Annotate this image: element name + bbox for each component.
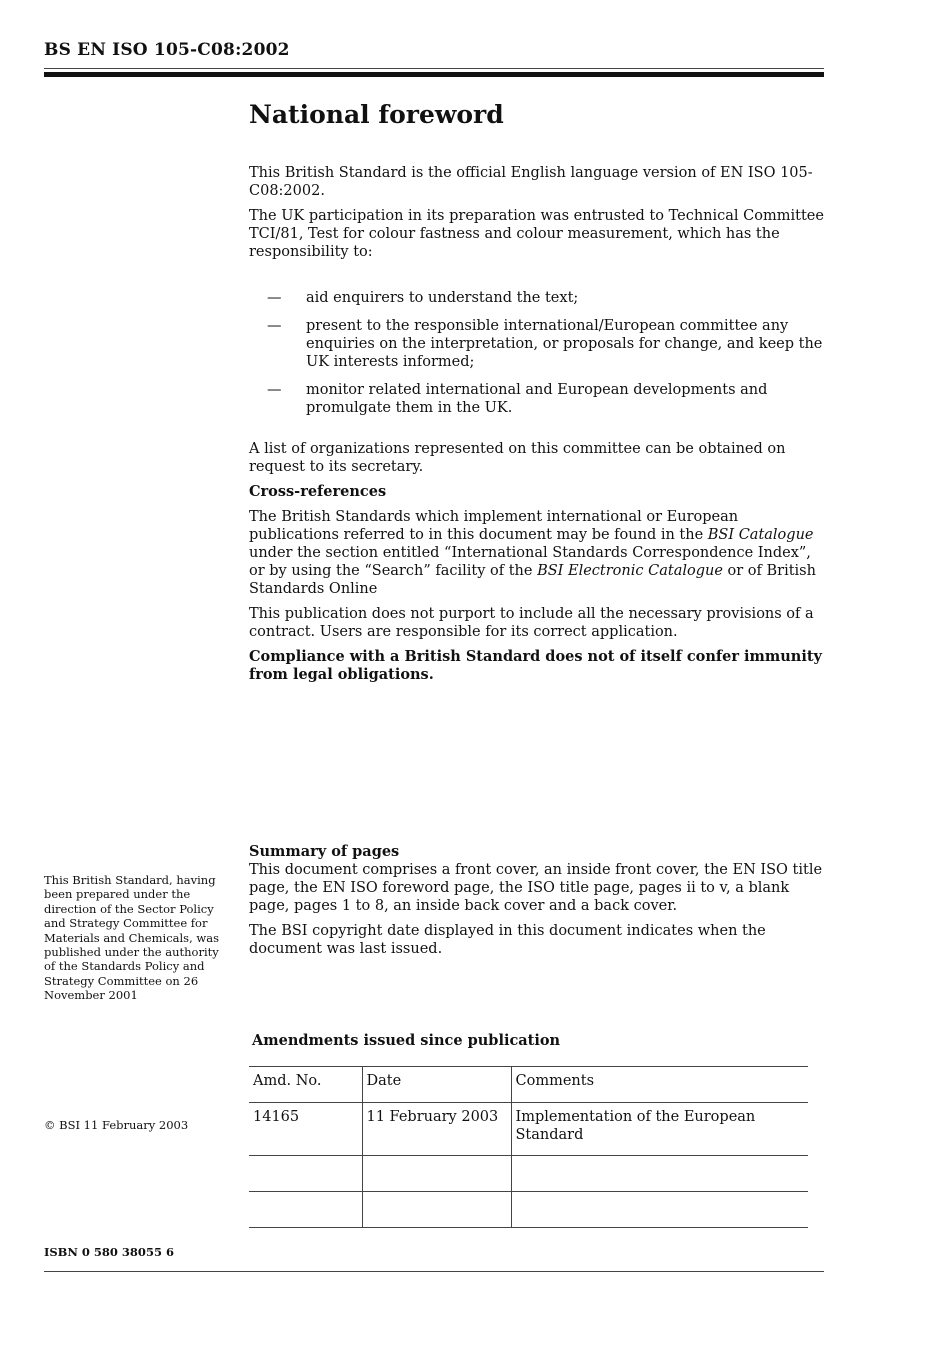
cross-references-section bbox=[249, 440, 824, 691]
page-title: National foreword bbox=[249, 100, 504, 129]
bsi-electronic-catalogue-ref: BSI Electronic Catalogue bbox=[537, 563, 723, 579]
table-row bbox=[249, 1103, 808, 1156]
summary-heading: Summary of pages bbox=[249, 843, 400, 860]
intro-paragraph-2: The UK participation in its preparation was entrusted to Technical Committee TCI/81, Test for colour fastness and colour measurement, which has the responsibility to: bbox=[249, 208, 824, 260]
list-item-text: monitor related international and European developments and promulgate them in the UK. bbox=[306, 382, 768, 416]
empty-cell bbox=[511, 1192, 808, 1228]
date-cell: 11 February 2003 bbox=[362, 1103, 511, 1156]
bullet-dash: — bbox=[267, 318, 282, 334]
empty-cell bbox=[511, 1156, 808, 1192]
empty-cell bbox=[249, 1192, 362, 1228]
footer-rule bbox=[44, 1271, 824, 1272]
amendments-title: Amendments issued since publication bbox=[252, 1032, 561, 1049]
isbn: ISBN 0 580 38055 6 bbox=[44, 1245, 174, 1259]
list-item-text: aid enquirers to understand the text; bbox=[306, 290, 579, 306]
bullet-dash: — bbox=[267, 382, 282, 398]
amendments-table bbox=[249, 1066, 808, 1228]
empty-cell bbox=[362, 1156, 511, 1192]
table-row bbox=[249, 1192, 808, 1228]
cross-references-paragraph: The British Standards which implement international or European publications referred to in this document may be found in the BSI Catalogue under the section entitled “International Standards Correspondence Index”, or by using the “Search” facility of the BSI Electronic Catalogue or of British Standards Online bbox=[249, 509, 816, 597]
responsibility-list bbox=[249, 289, 824, 427]
summary-paragraph-2: The BSI copyright date displayed in this document indicates when the document was last issued. bbox=[249, 923, 766, 957]
list-item-text: present to the responsible international/European committee any enquiries on the interpretation, or proposals for change, and keep the UK interests informed; bbox=[306, 318, 823, 370]
bullet-dash: — bbox=[267, 290, 282, 306]
amd-no-cell: 14165 bbox=[249, 1103, 362, 1156]
column-header: Comments bbox=[511, 1067, 808, 1103]
intro-paragraph-1: This British Standard is the official English language version of EN ISO 105-C08:2002. bbox=[249, 165, 813, 199]
copyright-notice: © BSI 11 February 2003 bbox=[44, 1118, 189, 1132]
sidebar-note: This British Standard, having been prepared under the direction of the Sector Policy and Strategy Committee for Materials and Chemicals, was published under the authority of the Standards Policy and Strategy Committee on 26 November 2001 bbox=[44, 873, 219, 1003]
intro-section bbox=[249, 164, 824, 268]
cross-references-heading: Cross-references bbox=[249, 483, 387, 500]
column-header: Date bbox=[362, 1067, 511, 1103]
summary-paragraph-1: This document comprises a front cover, an inside front cover, the EN ISO title page, the EN ISO foreword page, the ISO title page, pages ii to v, a blank page, pages 1 to 8, an inside back cover and a back cover. bbox=[249, 862, 823, 914]
table-header-row bbox=[249, 1067, 808, 1103]
column-header: Amd. No. bbox=[249, 1067, 362, 1103]
list-item bbox=[249, 317, 824, 371]
provisions-paragraph: This publication does not purport to include all the necessary provisions of a contract. Users are responsible for its correct application. bbox=[249, 606, 814, 640]
document-id: BS EN ISO 105-C08:2002 bbox=[44, 40, 290, 60]
table-row bbox=[249, 1156, 808, 1192]
compliance-statement: Compliance with a British Standard does not of itself confer immunity from legal obligations. bbox=[249, 648, 822, 683]
empty-cell bbox=[249, 1156, 362, 1192]
bsi-catalogue-ref: BSI Catalogue bbox=[707, 527, 814, 543]
empty-cell bbox=[362, 1192, 511, 1228]
header-rule-thin bbox=[44, 68, 824, 69]
comments-cell: Implementation of the European Standard bbox=[511, 1103, 808, 1156]
header-rule-thick bbox=[44, 72, 824, 77]
list-item bbox=[249, 381, 824, 417]
committee-list-note: A list of organizations represented on this committee can be obtained on request to its secretary. bbox=[249, 441, 786, 475]
summary-section bbox=[249, 843, 824, 965]
list-item bbox=[249, 289, 824, 307]
